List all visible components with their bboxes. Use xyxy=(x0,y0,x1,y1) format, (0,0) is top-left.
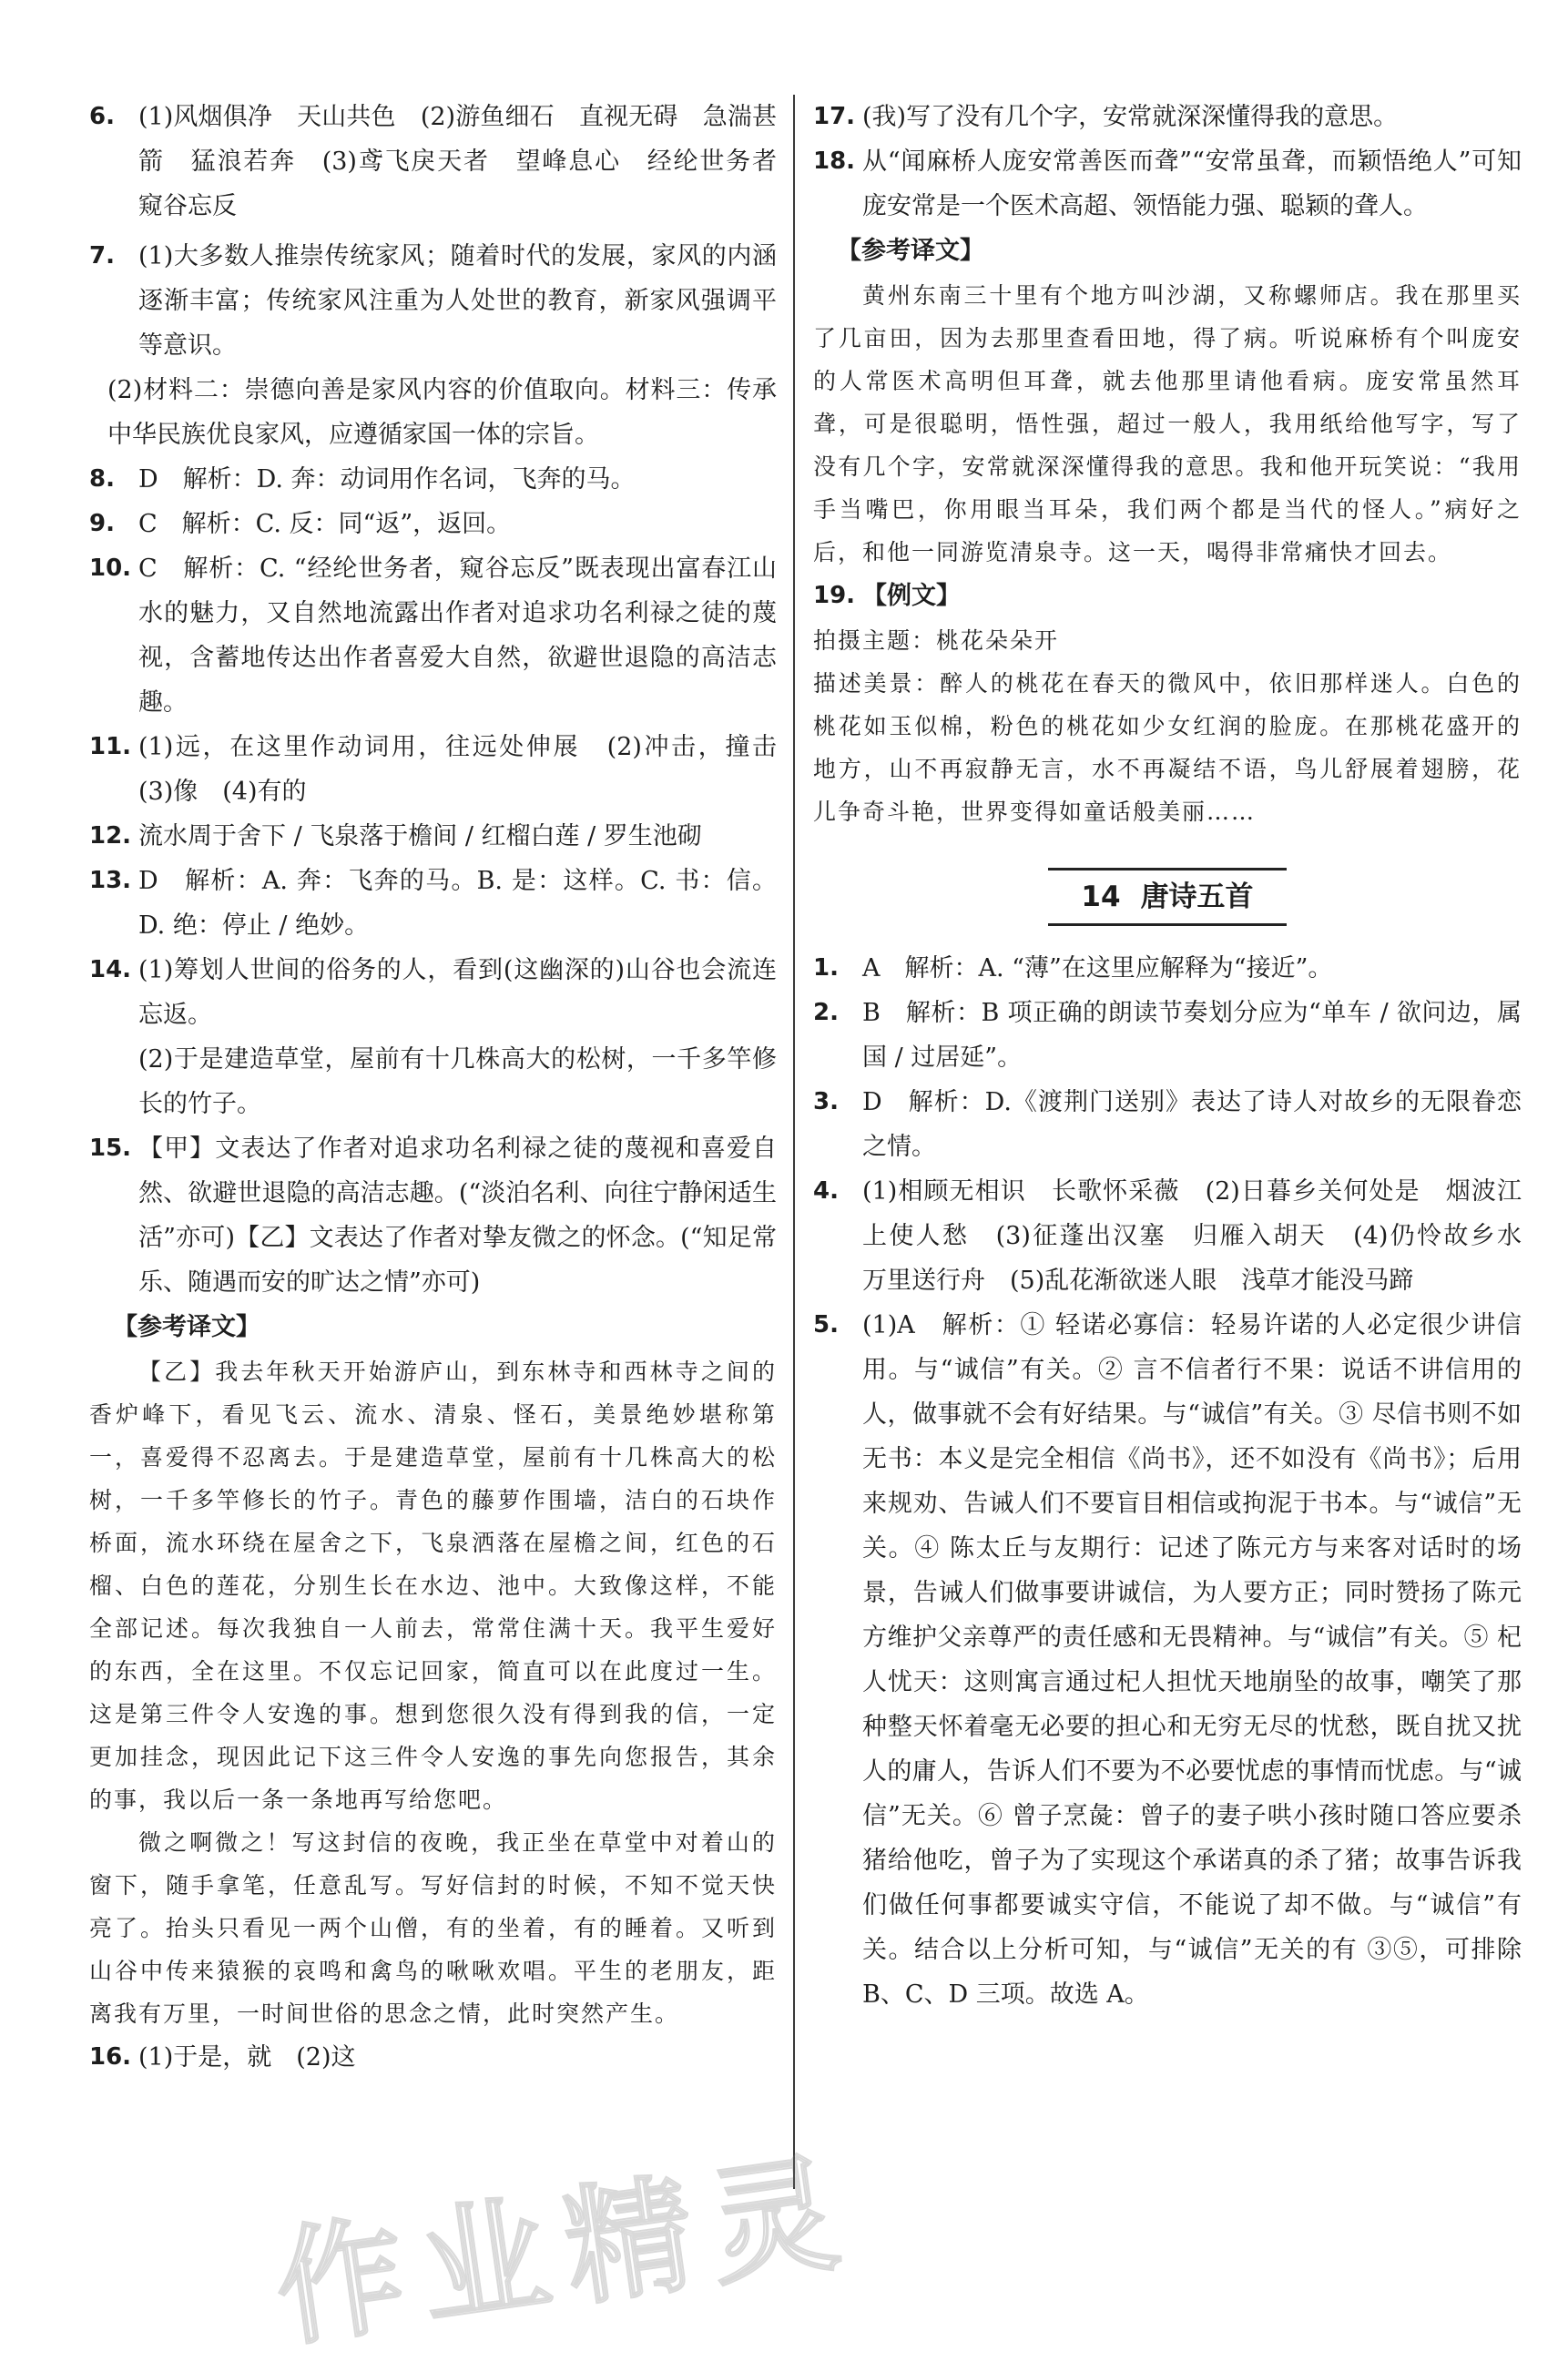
answer-13 xyxy=(89,859,777,948)
answer-text: B 解析：B 项正确的朗读节奏划分应为“单车 / 欲问边，属国 / 过居延”。 xyxy=(862,999,1522,1072)
watermark: 作业精灵 xyxy=(267,2137,865,2366)
answer-number: 12. xyxy=(89,822,132,850)
example-heading: 【例文】 xyxy=(862,582,961,610)
answer-text: C 解析：C. “经纶世务者，窥谷忘反”既表现出富春江山水的魅力，又自然地流露出作者对追求功名利禄之徒的蔑视，含蓄地传达出作者喜爱大自然，欲避世退隐的高洁志趣。 xyxy=(138,555,777,717)
answer-8 xyxy=(89,457,777,502)
answer-text: (1)远，在这里作动词用，往远处伸展 (2)冲击，撞击 (3)像 (4)有的 xyxy=(138,733,801,806)
answer-number: 14. xyxy=(89,956,132,983)
answer-11 xyxy=(89,725,801,814)
section-answer-5 xyxy=(813,1303,1522,2017)
section-number: 14 xyxy=(1081,881,1121,913)
photo-theme: 拍摄主题：桃花朵朵开 xyxy=(813,627,1060,654)
answer-text: D 解析：D.《渡荆门送别》表达了诗人对故乡的无限眷恋之情。 xyxy=(862,1088,1522,1161)
reference-translation-heading: 【参考译文】 xyxy=(113,1313,260,1341)
reference-translation-heading: 【参考译文】 xyxy=(837,237,984,265)
answer-text: 从“闻麻桥人庞安常善医而聋”“安常虽聋，而颖悟绝人”可知庞安常是一个医术高超、领悟能力强、聪颖的聋人。 xyxy=(862,148,1522,220)
answer-number: 16. xyxy=(89,2043,132,2071)
answer-text: (1)风烟俱净 天山共色 (2)游鱼细石 直视无碍 急湍甚箭 猛浪若奔 (3)鸢飞戾天者 望峰息心 经纶世务者 窥谷忘反 xyxy=(138,103,801,220)
answer-text: (1)A 解析：① 轻诺必寡信：轻易许诺的人必定很少讲信用。与“诚信”有关。② 言不信者行不果：说话不讲信用的人，做事就不会有好结果。与“诚信”有关。③ 尽信书则不如无书：本义是完全相信《尚书》，还不如没有《尚书》；后用来规劝、告诫人们不要盲目相信或拘泥于书本。与“诚信”无关。④ 陈太丘与友期行：记述了陈元方与来客对话时的场景，告诫人们做事要讲诚信，为人要方正；同时赞扬了陈元方维护父亲尊严的责任感和无畏精神。与“诚信”有关。⑤ 杞人忧天：这则寓言通过杞人担忧天地崩坠的故事，嘲笑了那种整天怀着毫无必要的担心和无穷无尽的忧愁，既自扰又扰人的庸人，告诉人们不要为不必要忧虑的事情而忧虑。与“诚信”无关。⑥ 曾子烹彘：曾子的妻子哄小孩时随口答应要杀猪给他吃，曾子为了实现这个承诺真的杀了猪；故事告诉我们做任何事都要诚实守信，不能说了却不做。与“诚信”有关。结合以上分析可知，与“诚信”无关的有 ③⑤，可排除 B、C、D 三项。故选 A。 xyxy=(862,1311,1522,2009)
answer-14-part2 xyxy=(89,1037,777,1126)
answer-7-part2 xyxy=(89,368,777,457)
answer-text: 【甲】文表达了作者对追求功名利禄之徒的蔑视和喜爱自然、欲避世退隐的高洁志趣。(“淡泊名利、向往宁静闲适生活”亦可)【乙】文表达了作者对挚友微之的怀念。(“知足常乐、随遇而安的旷达之情”亦可) xyxy=(138,1135,777,1297)
answer-7 xyxy=(89,234,777,368)
answer-text: A 解析：A. “薄”在这里应解释为“接近”。 xyxy=(862,954,1333,982)
answer-19 xyxy=(813,574,1522,619)
answer-number: 15. xyxy=(89,1135,132,1162)
answer-12 xyxy=(89,814,777,859)
answer-number: 13. xyxy=(89,867,132,894)
answer-text: (我)写了没有几个字，安常就深深懂得我的意思。 xyxy=(862,103,1399,131)
answer-text: (2)于是建造草堂，屋前有十几株高大的松树，一千多竿修长的竹子。 xyxy=(138,1045,777,1118)
answer-number: 9. xyxy=(89,510,115,537)
translation-paragraph: 黄州东南三十里有个地方叫沙湖，又称螺师店。我在那里买了几亩田，因为去那里查看田地，得了病。听说麻桥有个叫庞安的人常医术高明但耳聋，就去他那里请他看病。庞安常虽然耳聋，可是很聪明，悟性强，超过一般人，我用纸给他写字，写了没有几个字，安常就深深懂得我的意思。我和他开玩笑说：“我用手当嘴巴，你用眼当耳朵，我们两个都是当代的怪人。”病好之后，和他一同游览清泉寺。这一天，喝得非常痛快才回去。 xyxy=(813,282,1522,565)
answer-number: 8. xyxy=(89,465,115,493)
answer-text: 流水周于舍下 / 飞泉落于檐间 / 红榴白莲 / 罗生池砌 xyxy=(138,822,702,850)
translation-paragraph: 微之啊微之！写这封信的夜晚，我正坐在草堂中对着山的窗下，随手拿笔，任意乱写。写好信封的时候，不知不觉天快亮了。抬头只看见一两个山僧，有的坐着，有的睡着。又听到山谷中传来猿猴的哀鸣和禽鸟的啾啾欢唱。平生的老朋友，距离我有万里，一时间世俗的思念之情，此时突然产生。 xyxy=(89,1829,777,2027)
answer-text: C 解析：C. 反：同“返”，返回。 xyxy=(138,510,512,538)
section-answer-3 xyxy=(813,1080,1522,1169)
answer-text: (1)筹划人世间的俗务的人，看到(这幽深的)山谷也会流连忘返。 xyxy=(138,956,777,1029)
column-divider xyxy=(793,95,795,2189)
answer-text: D 解析：D. 奔：动词用作名词，飞奔的马。 xyxy=(138,465,636,494)
answer-text: (2)材料二：崇德向善是家风内容的价值取向。材料三：传承中华民族优良家风，应遵循家国一体的宗旨。 xyxy=(107,376,777,449)
scene-description: 描述美景：醉人的桃花在春天的微风中，依旧那样迷人。白色的桃花如玉似棉，粉色的桃花如少女红润的脸庞。在那桃花盛开的地方，山不再寂静无言，水不再凝结不语，鸟儿舒展着翅膀，花儿争奇斗艳，世界变得如童话般美丽…… xyxy=(813,670,1522,825)
answer-number: 5. xyxy=(813,1311,839,1339)
section-answer-2 xyxy=(813,991,1522,1080)
answer-number: 7. xyxy=(89,242,115,270)
section-name: 唐诗五首 xyxy=(1140,881,1254,913)
answer-10 xyxy=(89,546,777,725)
answer-number: 11. xyxy=(89,733,132,760)
answer-text: D 解析：A. 奔：飞奔的马。B. 是：这样。C. 书：信。D. 绝：停止 / 绝妙。 xyxy=(138,867,777,940)
answer-number: 10. xyxy=(89,555,132,582)
answer-14 xyxy=(89,948,777,1037)
answer-17 xyxy=(813,95,1522,139)
answer-text: (1)大多数人推崇传统家风；随着时代的发展，家风的内涵逐渐丰富；传统家风注重为人处世的教育，新家风强调平等意识。 xyxy=(138,242,777,360)
translation-paragraph: 【乙】我去年秋天开始游庐山，到东林寺和西林寺之间的香炉峰下，看见飞云、流水、清泉、怪石，美景绝妙堪称第一，喜爱得不忍离去。于是建造草堂，屋前有十几株高大的松树，一千多竿修长的竹子。青色的藤萝作围墙，洁白的石块作桥面，流水环绕在屋舍之下，飞泉洒落在屋檐之间，红色的石榴、白色的莲花，分别生长在水边、池中。大致像这样，不能全部记述。每次我独自一人前去，常常住满十天。我平生爱好的东西，全在这里。不仅忘记回家，简直可以在此度过一生。这是第三件令人安逸的事。想到您很久没有得到我的信，一定更加挂念，现因此记下这三件令人安逸的事先向您报告，其余的事，我以后一条一条地再写给您吧。 xyxy=(89,1359,777,1813)
answer-number: 3. xyxy=(813,1088,839,1115)
section-answer-1 xyxy=(813,946,1522,991)
section-answer-4 xyxy=(813,1169,1546,1303)
answer-text: (1)相顾无相识 长歌怀采薇 (2)日暮乡关何处是 烟波江上使人愁 (3)征蓬出汉塞 归雁入胡天 (4)仍怜故乡水 万里送行舟 (5)乱花渐欲迷人眼 浅草才能没马蹄 xyxy=(862,1177,1546,1295)
answer-number: 2. xyxy=(813,999,839,1026)
answer-18 xyxy=(813,139,1522,229)
answer-6 xyxy=(89,95,801,229)
answer-text: (1)于是，就 (2)这 xyxy=(138,2043,356,2072)
section-title xyxy=(813,868,1522,926)
answer-number: 19. xyxy=(813,582,856,609)
answer-number: 4. xyxy=(813,1177,839,1205)
answer-number: 17. xyxy=(813,103,856,130)
answer-number: 18. xyxy=(813,148,856,175)
answer-9 xyxy=(89,502,777,546)
right-column xyxy=(813,95,1546,2017)
left-column xyxy=(89,95,801,2080)
answer-16 xyxy=(89,2035,777,2080)
answer-number: 1. xyxy=(813,954,839,982)
answer-number: 6. xyxy=(89,103,115,130)
answer-15 xyxy=(89,1126,777,1305)
